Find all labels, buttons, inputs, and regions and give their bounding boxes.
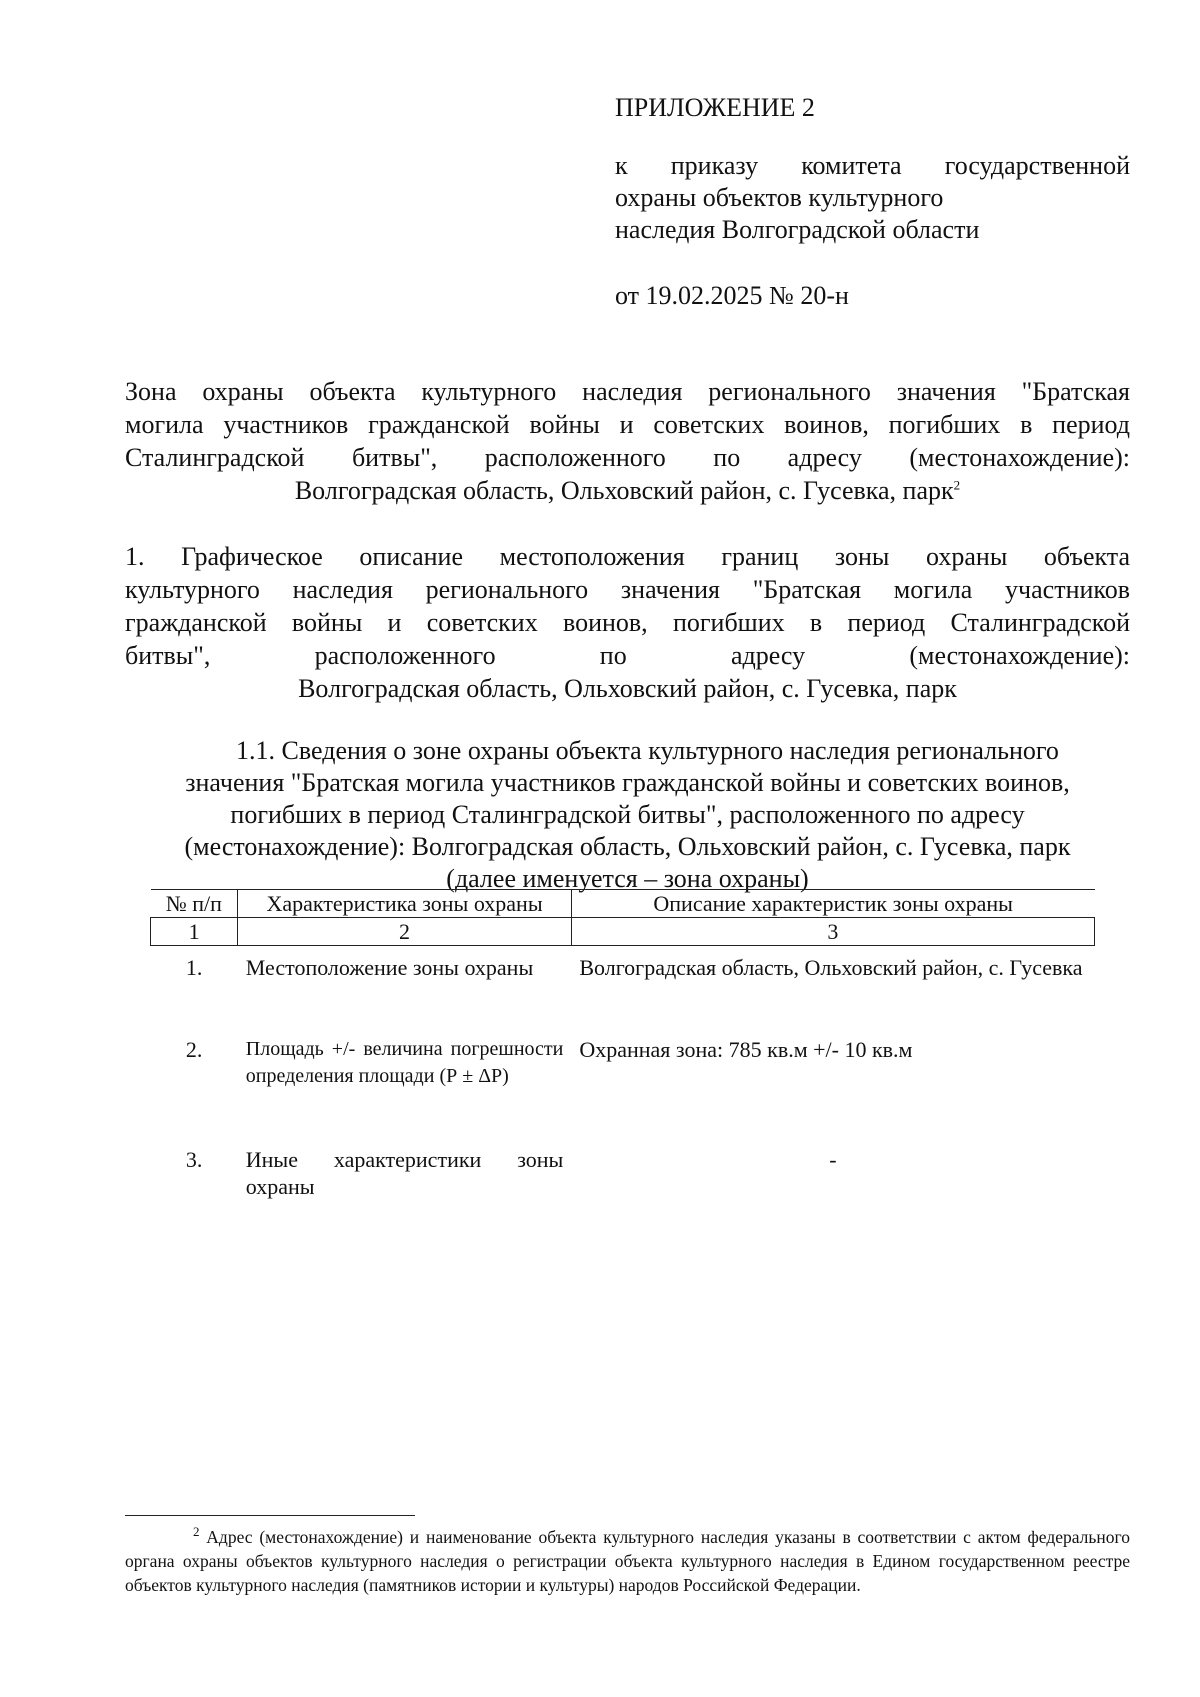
row-characteristic: Площадь +/- величина погрешности определения площади (Р ± ΔР) [245, 1037, 564, 1087]
row-number: 1. [185, 955, 203, 980]
section-1-line: гражданской войны и советских воинов, погибших в период Сталинградской [125, 608, 1130, 637]
column-number-1: 1 [151, 918, 238, 946]
footnote-text: Адрес (местонахождение) и наименование объекта культурного наследия указаны в соответствии с актом федерального органа охраны объектов культурного наследия о регистрации объекта культурного наследия в Едином государственном реестре объектов культурного наследия (памятников истории и культуры) народов Российской Федерации. [125, 1527, 1130, 1595]
column-number-3: 3 [571, 918, 1094, 946]
footnote-indent [125, 1527, 193, 1547]
section-1-address: Волгоградская область, Ольховский район, с. Гусевка, парк [298, 674, 957, 703]
zone-table [150, 889, 1095, 1200]
heading-line: Сталинградской битвы", расположенного по адресу (местонахождение): [125, 443, 1130, 472]
header-characteristic: Характеристика зоны охраны [238, 890, 572, 918]
column-number-2: 2 [238, 918, 572, 946]
appendix-reference-line: к приказу комитета государственной [615, 151, 1130, 180]
heading-address-text: Волгоградская область, Ольховский район, с. Гусевка, парк [294, 476, 954, 505]
header-number: № п/п [151, 890, 238, 918]
table-row [151, 946, 1095, 1028]
section-1 [125, 540, 1130, 705]
footnote [125, 1525, 1130, 1597]
heading-line: Зона охраны объекта культурного наследия регионального значения "Братская [125, 377, 1130, 406]
appendix-reference-line: охраны объектов культурного [615, 183, 944, 212]
heading-line-address [125, 474, 1130, 507]
section-1-1-line: значения "Братская могила участников гражданской войны и советских воинов, [185, 768, 1070, 797]
section-1-1 [125, 735, 1130, 895]
order-date: от 19.02.2025 № 20-н [615, 281, 849, 310]
section-1-line: битвы", расположенного по адресу (местонахождение): [125, 641, 1130, 670]
row-number: 3. [185, 1146, 203, 1172]
appendix-reference-line: наследия Волгоградской области [615, 215, 980, 244]
section-1-1-line: погибших в период Сталинградской битвы", расположенного по адресу [230, 800, 1025, 829]
footnote-mark: 2 [193, 1524, 200, 1540]
appendix-reference [615, 150, 1130, 246]
section-1-line: 1. Графическое описание местоположения границ зоны охраны объекта [125, 542, 1130, 571]
heading-line: могила участников гражданской войны и советских воинов, погибших в период [125, 410, 1130, 439]
footnote-divider [125, 1515, 415, 1516]
zone-heading [125, 375, 1130, 507]
table-row [151, 1028, 1095, 1138]
table-row [151, 1138, 1095, 1200]
heading-footnote-mark: 2 [953, 477, 961, 493]
header-description: Описание характеристик зоны охраны [571, 890, 1094, 918]
section-1-1-line: (местонахождение): Волгоградская область, Ольховский район, с. Гусевка, парк [184, 832, 1071, 861]
row-characteristic: Местоположение зоны охраны [245, 955, 534, 980]
table-header-row [151, 890, 1095, 918]
row-characteristic: Иные характеристики зоны охраны [245, 1146, 564, 1199]
table-column-numbers-row [151, 918, 1095, 946]
row-description: Охранная зона: 785 кв.м +/- 10 кв.м [579, 1036, 913, 1062]
row-description: - [829, 1146, 837, 1172]
section-1-1-line: 1.1. Сведения о зоне охраны объекта культурного наследия регионального [236, 736, 1059, 765]
row-number: 2. [185, 1036, 203, 1062]
section-1-line: культурного наследия регионального значения "Братская могила участников [125, 575, 1130, 604]
row-description: Волгоградская область, Ольховский район, с. Гусевка [579, 955, 1083, 980]
appendix-title: ПРИЛОЖЕНИЕ 2 [615, 93, 815, 122]
section-1-1-line: (далее именуется – зона охраны) [446, 864, 809, 893]
